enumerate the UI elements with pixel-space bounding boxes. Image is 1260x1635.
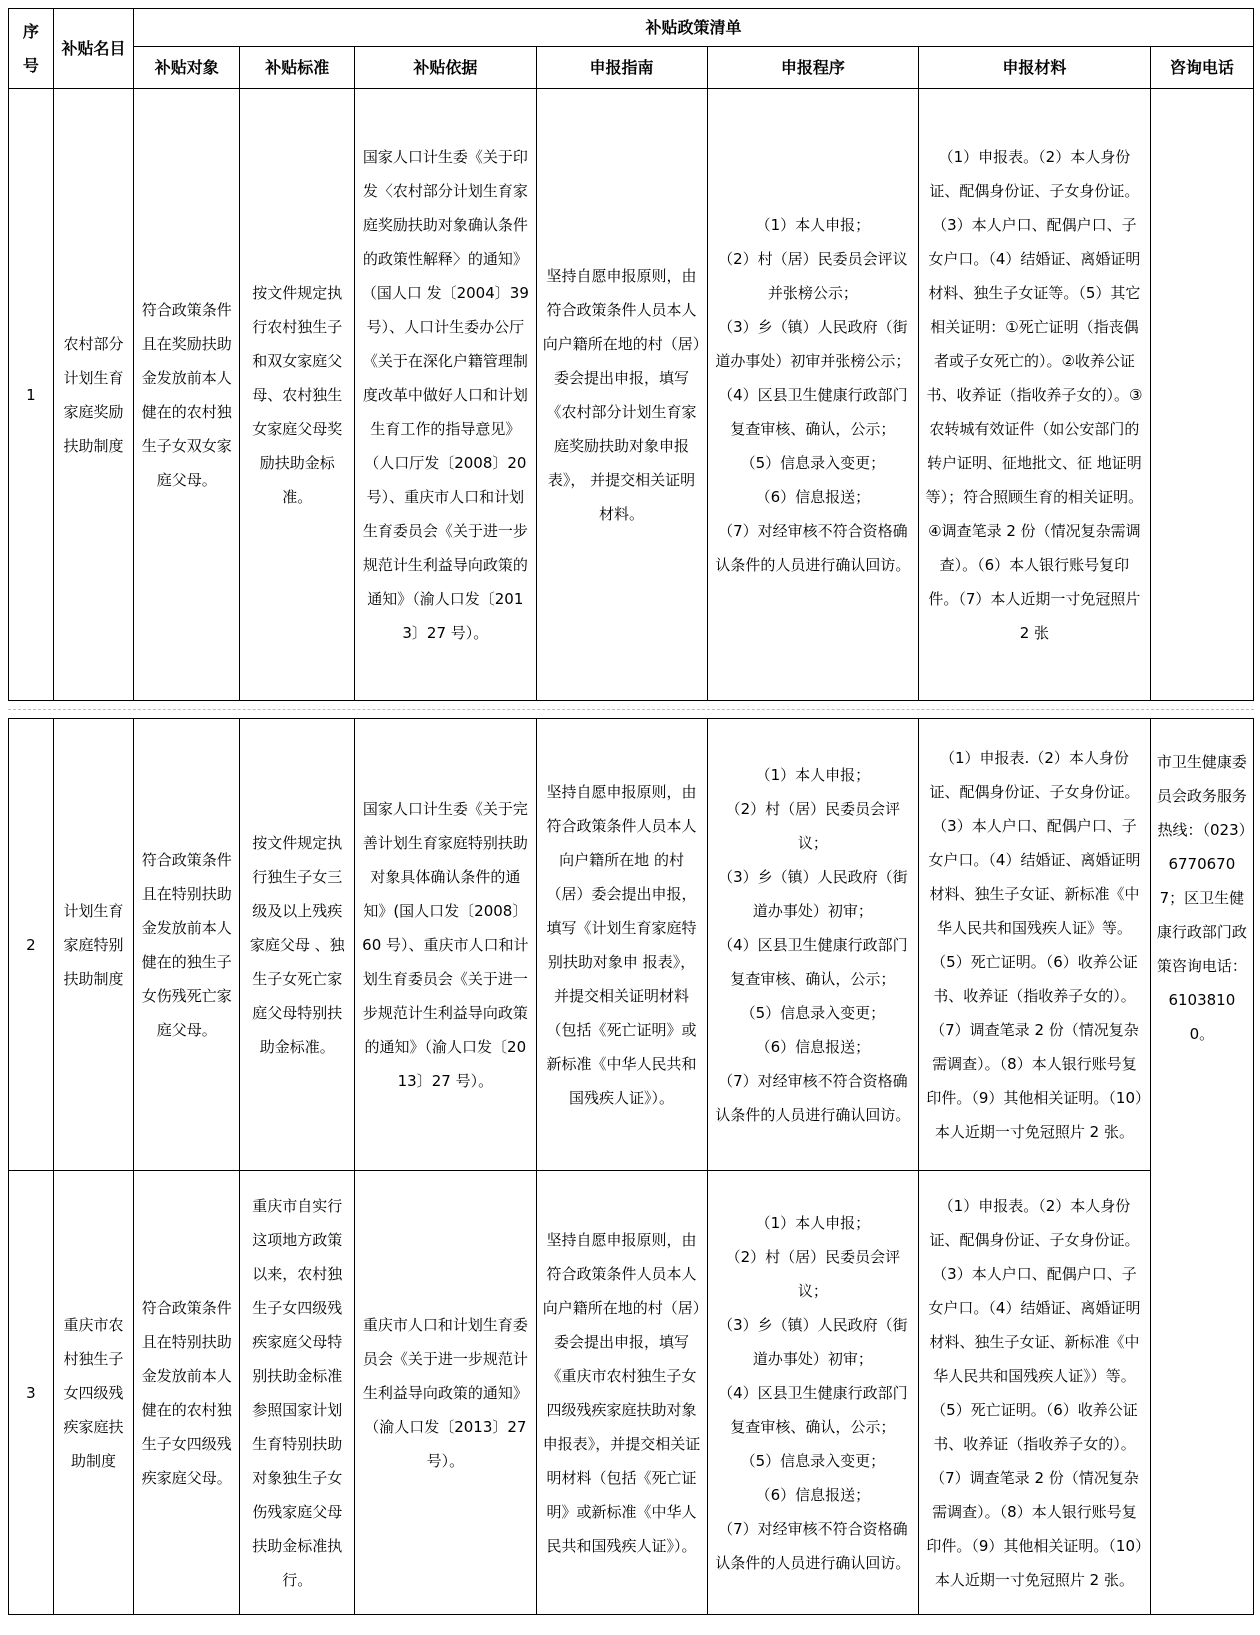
row-target: 符合政策条件且在奖励扶助金发放前本人健在的农村独生子女双女家庭父母。: [134, 89, 240, 701]
procedure-step: （4）区县卫生健康行政部门复查审核、确认，公示；: [718, 935, 908, 988]
row-basis: 国家人口计生委《关于印发〈农村部分计划生育家庭奖励扶助对象确认条件的政策性解释〉的通知》（国人口 发〔2004〕39 号）、人口计生委办公厅《关于在深化户籍管理制度改革中做好人口和计划生育工作的指导意见》（人口厅发〔2008〕20 号）、重庆市人口和计划生育委员会《关于进一步规范计生利益导向政策的通知》（渝人口发〔2013〕27 号）。: [355, 89, 536, 701]
procedure-step: （2）村（居）民委员会评议；: [725, 1247, 901, 1300]
procedure-step: （6）信息报送；: [755, 487, 871, 506]
procedure-step: （5）信息录入变更；: [740, 1003, 886, 1022]
procedure-step: （2）村（居）民委员会评议并张榜公示；: [718, 249, 908, 302]
row-materials: （1）申报表。（2）本人身份证、配偶身份证、子女身份证。（3）本人户口、配偶户口、子女户口。（4）结婚证、离婚证明材料、独生子女证、新标准《中华人民共和国残疾人证》）等。（5）死亡证明。（6）收养公证书、收养证（指收养子女的）。（7）调查笔录 2 份（情况复杂需调查）。（8）本人银行账号复印件。（9）其他相关证明。（10）本人近期一寸免冠照片 2 张。: [919, 1171, 1150, 1615]
procedure-step: （3）乡（镇）人民政府（街道办事处）初审并张榜公示；: [715, 317, 911, 370]
row-guide: 坚持自愿申报原则，由符合政策条件人员本人向户籍所在地的村（居）委会提出申报，填写《重庆市农村独生子女四级残疾家庭扶助对象申报表》，并提交相关证明材料（包括《死亡证明》或新标准《中华人民共和国残疾人证》）。: [536, 1171, 707, 1615]
procedure-step: （1）本人申报；: [755, 1213, 871, 1232]
procedure-step: （4）区县卫生健康行政部门复查审核、确认，公示；: [718, 1383, 908, 1436]
row-seq: 2: [9, 719, 54, 1171]
policy-table-part-1: [8, 8, 1254, 701]
procedure-step: （6）信息报送；: [755, 1037, 871, 1056]
page-break-divider: [8, 709, 1254, 710]
header-procedure: 申报程序: [707, 47, 919, 89]
table-row: [9, 1171, 1254, 1615]
header-guide: 申报指南: [536, 47, 707, 89]
procedure-step: （2）村（居）民委员会评议；: [725, 799, 901, 852]
procedure-step: （1）本人申报；: [755, 215, 871, 234]
header-materials: 申报材料: [919, 47, 1150, 89]
row-standard: 按文件规定执行农村独生子和双女家庭父母、农村独生女家庭父母奖励扶助金标准。: [240, 89, 355, 701]
header-phone: 咨询电话: [1150, 47, 1253, 89]
procedure-step: （1）本人申报；: [755, 765, 871, 784]
row-standard: 按文件规定执行独生子女三级及以上残疾家庭父母 、独生子女死亡家庭父母特别扶助金标准。: [240, 719, 355, 1171]
row-phone: 市卫生健康委员会政务服务热线：（023）67706707；区卫生健康行政部门政策咨询电话：61038100。: [1150, 719, 1253, 1615]
row-name: 计划生育家庭特别扶助制度: [53, 719, 133, 1171]
row-materials: （1）申报表。（2）本人身份证、配偶身份证、子女身份证。（3）本人户口、配偶户口、子女户口。（4）结婚证、离婚证明材料、独生子女证等。（5）其它相关证明：①死亡证明（指丧偶者或子女死亡的）。②收养公证书、收养证（指收养子女的）。③农转城有效证件（如公安部门的转户证明、征地批文、征 地证明等）；符合照顾生育的相关证明。④调查笔录 2 份（情况复杂需调查）。（6）本人银行账号复印件。（7）本人近期一寸免冠照片 2 张: [919, 89, 1150, 701]
header-policy-list: 补贴政策清单: [134, 9, 1254, 47]
row-basis: 重庆市人口和计划生育委员会《关于进一步规范计生利益导向政策的通知》（渝人口发〔2013〕27 号）。: [355, 1171, 536, 1615]
header-target: 补贴对象: [134, 47, 240, 89]
policy-table-part-2: [8, 718, 1254, 1615]
row-procedure: [707, 719, 919, 1171]
table-row: [9, 89, 1254, 701]
row-target: 符合政策条件且在特别扶助金发放前本人健在的农村独生子女四级残疾家庭父母。: [134, 1171, 240, 1615]
header-seq: 序号: [9, 9, 54, 89]
row-guide: 坚持自愿申报原则，由符合政策条件人员本人向户籍所在地的村（居）委会提出申报，填写《农村部分计划生育家庭奖励扶助对象申报表》， 并提交相关证明材料。: [536, 89, 707, 701]
row-seq: 3: [9, 1171, 54, 1615]
row-basis: 国家人口计生委《关于完善计划生育家庭特别扶助对象具体确认条件的通知》(国人口发〔2008〕60 号）、重庆市人口和计划生育委员会《关于进一步规范计生利益导向政策的通知》（渝人口发〔2013〕27 号）。: [355, 719, 536, 1171]
row-guide: 坚持自愿申报原则，由符合政策条件人员本人向户籍所在地 的村（居）委会提出申报，填写《计划生育家庭特别扶助对象申 报表》，并提交相关证明材料（包括《死亡证明》或新标准《中华人民共和国残疾人证》）。: [536, 719, 707, 1171]
procedure-step: （5）信息录入变更；: [740, 1451, 886, 1470]
row-phone: [1150, 89, 1253, 701]
header-name: 补贴名目: [53, 9, 133, 89]
procedure-step: （7）对经审核不符合资格确认条件的人员进行确认回访。: [715, 1519, 911, 1572]
procedure-step: （6）信息报送；: [755, 1485, 871, 1504]
row-seq: 1: [9, 89, 54, 701]
table-row: [9, 719, 1254, 1171]
procedure-step: （4）区县卫生健康行政部门复查审核、确认，公示；: [718, 385, 908, 438]
procedure-step: （3）乡（镇）人民政府（街道办事处）初审；: [718, 867, 908, 920]
row-procedure: [707, 89, 919, 701]
row-target: 符合政策条件且在特别扶助金发放前本人健在的独生子女伤残死亡家庭父母。: [134, 719, 240, 1171]
row-name: 重庆市农村独生子女四级残疾家庭扶助制度: [53, 1171, 133, 1615]
procedure-step: （7）对经审核不符合资格确认条件的人员进行确认回访。: [715, 1071, 911, 1124]
row-name: 农村部分计划生育家庭奖励扶助制度: [53, 89, 133, 701]
procedure-step: （3）乡（镇）人民政府（街道办事处）初审；: [718, 1315, 908, 1368]
row-materials: （1）申报表.（2）本人身份证、配偶身份证、子女身份证。（3）本人户口、配偶户口、子女户口。（4）结婚证、离婚证明材料、独生子女证、新标准《中华人民共和国残疾人证》等。（5）死亡证明。（6）收养公证书、收养证（指收养子女的）。（7）调查笔录 2 份（情况复杂需调查）。（8）本人银行账号复印件。（9）其他相关证明。（10）本人近期一寸免冠照片 2 张。: [919, 719, 1150, 1171]
procedure-step: （7）对经审核不符合资格确认条件的人员进行确认回访。: [715, 521, 911, 574]
procedure-step: （5）信息录入变更；: [740, 453, 886, 472]
row-procedure: [707, 1171, 919, 1615]
row-standard: 重庆市自实行这项地方政策以来，农村独生子女四级残疾家庭父母特别扶助金标准参照国家计划生育特别扶助对象独生子女伤残家庭父母扶助金标准执行。: [240, 1171, 355, 1615]
header-basis: 补贴依据: [355, 47, 536, 89]
header-standard: 补贴标准: [240, 47, 355, 89]
